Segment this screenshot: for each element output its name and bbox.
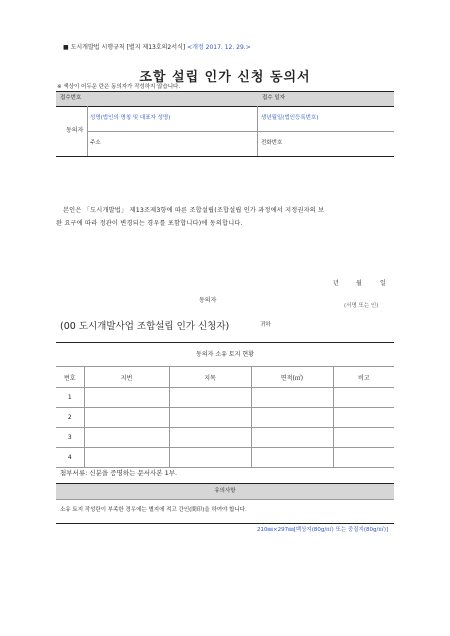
- receipt-rule: [56, 106, 394, 107]
- revision-date: <개정 2017. 12. 29.>: [187, 44, 251, 51]
- receipt-number-label: 접수번호: [60, 95, 82, 101]
- col-header-number: 번호: [56, 367, 84, 388]
- row-number: 1: [56, 388, 84, 408]
- table-row: [56, 388, 394, 408]
- notice-text: 소유 토지 작성란이 부족한 경우에는 별지에 적고 간인(間印)을 하여야 합니다.: [60, 507, 247, 513]
- lot-cell[interactable]: [84, 408, 169, 428]
- remarks-cell[interactable]: [333, 408, 394, 428]
- land-table-header-row: [56, 367, 394, 388]
- notice-mid-rule: [56, 499, 394, 500]
- addressee-name: (00 도시개발사업 조합설립 인가 신청자): [60, 321, 230, 332]
- signer-label: 동의자: [199, 297, 217, 304]
- area-cell[interactable]: [251, 428, 333, 448]
- sign-hint: (서명 또는 인): [344, 303, 379, 309]
- attachment-note: 첨부서류: 신분을 증명하는 문서사본 1부.: [60, 469, 178, 477]
- address-label: 주소: [90, 140, 101, 146]
- area-cell[interactable]: [251, 408, 333, 428]
- addressee-honorific: 귀하: [260, 322, 271, 328]
- land-table-top-rule: [56, 342, 394, 343]
- lot-cell[interactable]: [84, 428, 169, 448]
- col-header-area: 면적(㎡): [251, 367, 333, 388]
- rule-reference: 도시개발법 시행규칙 [별지 제13호의2서식]: [70, 44, 186, 51]
- remarks-cell[interactable]: [333, 448, 394, 468]
- col-header-remarks: 비고: [333, 367, 394, 388]
- remarks-cell[interactable]: [333, 388, 394, 408]
- date-month-label: 월: [356, 280, 362, 287]
- consenter-section-label: 동의자: [66, 127, 84, 134]
- notice-title: 유의사항: [214, 488, 236, 494]
- phone-label: 전화번호: [261, 140, 283, 146]
- table-row: [56, 448, 394, 468]
- name-label: 성명(법인의 명칭 및 대표자 성명): [90, 115, 171, 121]
- receipt-date-label: 접수 일자: [262, 95, 286, 101]
- remarks-cell[interactable]: [333, 428, 394, 448]
- consent-text-line1: 본인은 「도시개발법」 제13조제3항에 따른 조합설립(조합설립 인가 과정에서 지정권자의 보: [63, 207, 325, 214]
- category-cell[interactable]: [169, 428, 251, 448]
- date-day-label: 일: [380, 280, 386, 287]
- shading-note: ※ 색상이 어두운 란은 동의자가 작성하지 않습니다.: [57, 84, 181, 90]
- category-cell[interactable]: [169, 388, 251, 408]
- notice-bottom-rule: [56, 523, 394, 524]
- table-row: [56, 408, 394, 428]
- birth-label: 생년월일(법인등록번호): [261, 115, 319, 121]
- lot-cell[interactable]: [84, 448, 169, 468]
- row-number: 2: [56, 408, 84, 428]
- row-number: 3: [56, 428, 84, 448]
- table-row: [56, 428, 394, 448]
- row-number: 4: [56, 448, 84, 468]
- consent-text-line2: 완 요구에 따라 정관이 변경되는 경우를 포함합니다)에 동의합니다.: [56, 220, 243, 227]
- area-cell[interactable]: [251, 388, 333, 408]
- land-table-caption: 동의자 소유 토지 현황: [196, 351, 254, 358]
- col-header-lot: 지번: [84, 367, 169, 388]
- category-cell[interactable]: [169, 448, 251, 468]
- consenter-bottom-rule: [56, 156, 394, 157]
- date-year-label: 년: [333, 280, 339, 287]
- page-title: 조합 설립 인가 신청 동의서: [139, 70, 311, 85]
- area-cell[interactable]: [251, 448, 333, 468]
- lot-cell[interactable]: [84, 388, 169, 408]
- receipt-bar: [56, 92, 394, 106]
- col-header-land-category: 지목: [169, 367, 251, 388]
- form-header: [63, 44, 251, 52]
- land-table: [56, 366, 394, 468]
- paper-spec: 210㎜×297㎜[백상지(80g/㎡) 또는 중질지(80g/㎡)]: [257, 527, 389, 533]
- consenter-row-rule: [87, 131, 394, 132]
- header-bullet: ■: [63, 44, 69, 51]
- category-cell[interactable]: [169, 408, 251, 428]
